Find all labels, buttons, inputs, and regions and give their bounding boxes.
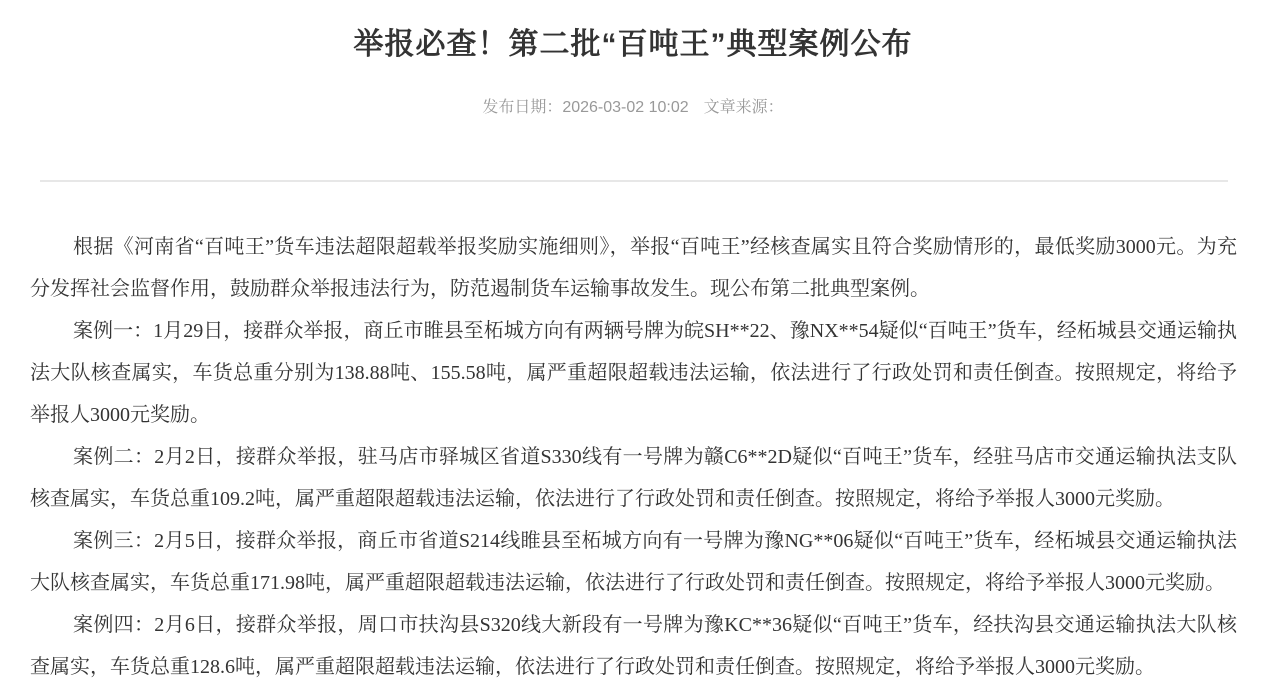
article-paragraph-case-2: 案例二：2月2日，接群众举报，驻马店市驿城区省道S330线有一号牌为赣C6**2D疑似“百吨王”货车，经驻马店市交通运输执法支队核查属实，车货总重109.2吨，属严重超限超载违法运输，依法进行了行政处罚和责任倒查。按照规定，将给予举报人3000元奖励。 [30, 445, 1237, 510]
article-page [0, 28, 1266, 683]
publish-date-label: 发布日期： [482, 98, 563, 116]
article-paragraph-case-3: 案例三：2月5日，接群众举报，商丘市省道S214线睢县至柘城方向有一号牌为豫NG**06疑似“百吨王”货车，经柘城县交通运输执法大队核查属实，车货总重171.98吨，属严重超限超载违法运输，依法进行了行政处罚和责任倒查。按照规定，将给予举报人3000元奖励。 [30, 529, 1237, 594]
article-paragraph-intro: 根据《河南省“百吨王”货车违法超限超载举报奖励实施细则》，举报“百吨王”经核查属实且符合奖励情形的，最低奖励3000元。为充分发挥社会监督作用，鼓励群众举报违法行为，防范遏制货车运输事故发生。现公布第二批典型案例。 [30, 235, 1237, 300]
divider [40, 180, 1228, 182]
publish-date-value: 2026-03-02 10:02 [562, 98, 689, 116]
article-meta-line [0, 94, 1266, 117]
article-body [0, 226, 1266, 688]
article-paragraph-case-1: 案例一：1月29日，接群众举报，商丘市睢县至柘城方向有两辆号牌为皖SH**22、豫NX**54疑似“百吨王”货车，经柘城县交通运输执法大队核查属实，车货总重分别为138.88吨、155.58吨，属严重超限超载违法运输，依法进行了行政处罚和责任倒查。按照规定，将给予举报人3000元奖励。 [30, 319, 1237, 426]
source-label: 文章来源： [703, 98, 784, 116]
page-title: 举报必查！第二批“百吨王”典型案例公布 [353, 28, 913, 61]
article-paragraph-case-4: 案例四：2月6日，接群众举报，周口市扶沟县S320线大新段有一号牌为豫KC**36疑似“百吨王”货车，经扶沟县交通运输执法大队核查属实，车货总重128.6吨，属严重超限超载违法运输，依法进行了行政处罚和责任倒查。按照规定，将给予举报人3000元奖励。 [30, 613, 1237, 678]
